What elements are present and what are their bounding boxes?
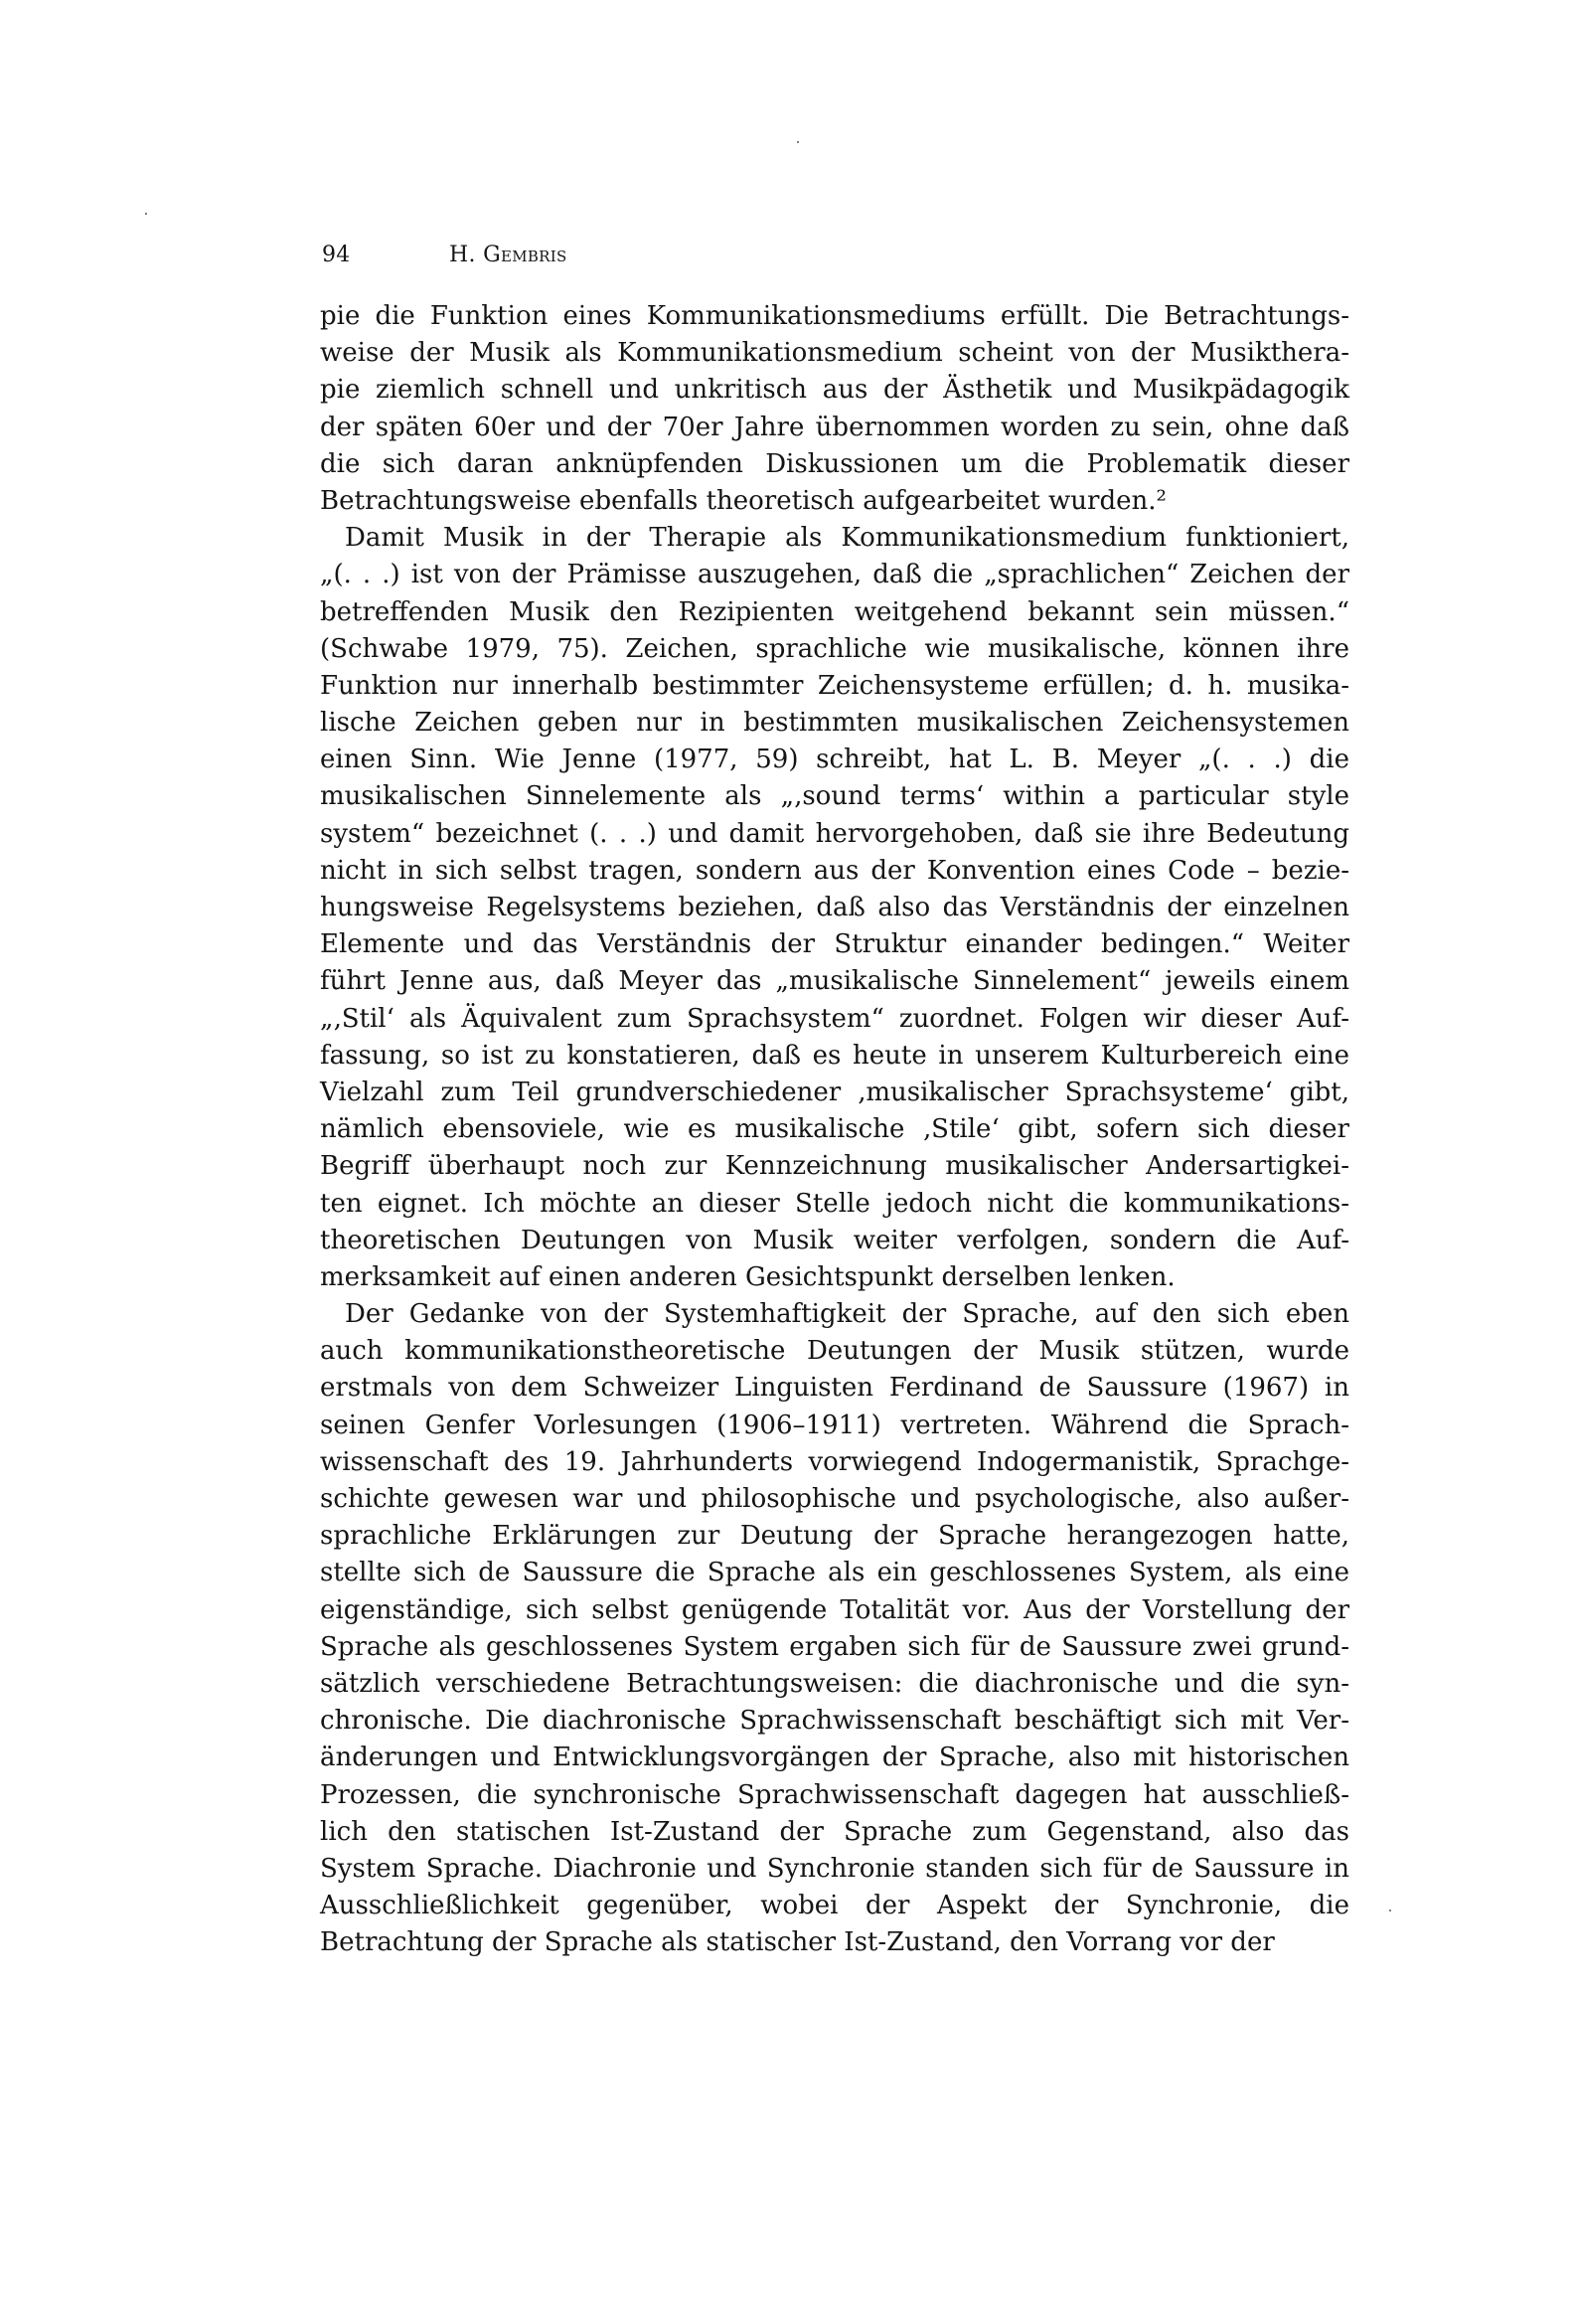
text-line: sprachliche Erklärungen zur Deutung der Sprache herangezogen hatte, [320,1521,1349,1552]
text-line: Der Gedanke von der Systemhaftigkeit der Sprache, auf den sich eben [345,1299,1349,1330]
text-line: nämlich ebensoviele, wie es musikalische ‚Stile‘ gibt, sofern sich dieser [320,1114,1349,1145]
running-head-author: H. Gembris [449,243,567,267]
running-header [322,243,567,267]
text-line: Damit Musik in der Therapie als Kommunikationsmedium funktioniert, [345,523,1349,554]
text-line: musikalischen Sinnelemente als „‚sound terms‘ within a particular style [320,781,1349,812]
text-line: Betrachtungsweise ebenfalls theoretisch aufgearbeitet wurden.² [320,485,1167,516]
text-line: „(. . .) ist von der Prämisse auszugehen, daß die „sprachlichen“ Zeichen der [320,560,1349,590]
text-line: theoretischen Deutungen von Musik weiter verfolgen, sondern die Auf- [320,1225,1349,1255]
text-line: schichte gewesen war und philosophische und psychologische, also außer- [320,1484,1349,1514]
text-line: seinen Genfer Vorlesungen (1906–1911) vertreten. Während die Sprach- [320,1410,1349,1440]
text-line: System Sprache. Diachronie und Synchronie standen sich für de Saussure in [320,1853,1349,1884]
text-line: einen Sinn. Wie Jenne (1977, 59) schreibt, hat L. B. Meyer „(. . .) die [320,745,1349,775]
text-line: „‚Stil‘ als Äquivalent zum Sprachsystem“ zuordnet. Folgen wir dieser Auf- [320,1003,1349,1034]
text-line: Sprache als geschlossenes System ergaben sich für de Saussure zwei grund- [320,1631,1349,1662]
page-number: 94 [322,243,351,267]
text-line: chronische. Die diachronische Sprachwissenschaft beschäftigt sich mit Ver- [320,1706,1349,1737]
text-line: Elemente und das Verständnis der Struktur einander bedingen.“ Weiter [320,929,1349,960]
text-line: die sich daran anknüpfenden Diskussionen um die Problematik dieser [320,448,1349,479]
scan-speck [1389,1909,1391,1911]
text-line: erstmals von dem Schweizer Linguisten Ferdinand de Saussure (1967) in [320,1373,1349,1404]
text-line: änderungen und Entwicklungsvorgängen der Sprache, also mit historischen [320,1743,1349,1773]
text-line: merksamkeit auf einen anderen Gesichtspunkt derselben lenken. [320,1261,1176,1292]
text-line: Prozessen, die synchronische Sprachwissenschaft dagegen hat ausschließ- [320,1779,1349,1810]
text-line: Begriff überhaupt noch zur Kennzeichnung musikalischer Andersartigkei- [320,1151,1349,1182]
text-line: system“ bezeichnet (. . .) und damit hervorgehoben, daß sie ihre Bedeutung [320,818,1349,849]
body-text [320,298,1349,1961]
text-line: betreffenden Musik den Rezipienten weitgehend bekannt sein müssen.“ [320,596,1349,627]
scan-speck [145,213,147,215]
text-line: eigenständige, sich selbst genügende Totalität vor. Aus der Vorstellung der [320,1594,1349,1625]
text-line: weise der Musik als Kommunikationsmedium scheint von der Musikthera- [320,338,1349,369]
text-line: Funktion nur innerhalb bestimmter Zeichensysteme erfüllen; d. h. musika- [320,670,1349,701]
text-line: ten eignet. Ich möchte an dieser Stelle jedoch nicht die kommunikations- [320,1188,1349,1219]
text-line: (Schwabe 1979, 75). Zeichen, sprachliche wie musikalische, können ihre [320,633,1349,664]
text-line: Vielzahl zum Teil grundverschiedener ‚musikalischer Sprachsysteme‘ gibt, [320,1077,1349,1107]
text-line: fassung, so ist zu konstatieren, daß es heute in unserem Kulturbereich eine [320,1040,1349,1071]
text-line: nicht in sich selbst tragen, sondern aus der Konvention eines Code – bezie- [320,855,1349,886]
text-line: führt Jenne aus, daß Meyer das „musikalische Sinnelement“ jeweils einem [320,966,1349,997]
text-line: lische Zeichen geben nur in bestimmten musikalischen Zeichensystemen [320,708,1349,739]
text-line: hungsweise Regelsystems beziehen, daß also das Verständnis der einzelnen [320,893,1349,922]
text-line: pie ziemlich schnell und unkritisch aus der Ästhetik und Musikpädagogik [320,375,1349,406]
text-line: lich den statischen Ist-Zustand der Sprache zum Gegenstand, also das [320,1816,1349,1847]
text-line: pie die Funktion eines Kommunikationsmediums erfüllt. Die Betrachtungs- [320,301,1349,331]
text-line: stellte sich de Saussure die Sprache als ein geschlossenes System, als eine [320,1558,1349,1588]
text-line: Ausschließlichkeit gegenüber, wobei der Aspekt der Synchronie, die [320,1891,1349,1921]
text-line: Betrachtung der Sprache als statischer Ist-Zustand, den Vorrang vor der [320,1927,1275,1958]
text-line: sätzlich verschiedene Betrachtungsweisen: die diachronische und die syn- [320,1668,1349,1699]
text-line: auch kommunikationstheoretische Deutungen der Musik stützen, wurde [320,1336,1349,1367]
text-line: wissenschaft des 19. Jahrhunderts vorwiegend Indogermanistik, Sprachge- [320,1446,1349,1477]
scan-speck [797,141,799,143]
text-line: der späten 60er und der 70er Jahre übernommen worden zu sein, ohne daß [320,412,1349,442]
